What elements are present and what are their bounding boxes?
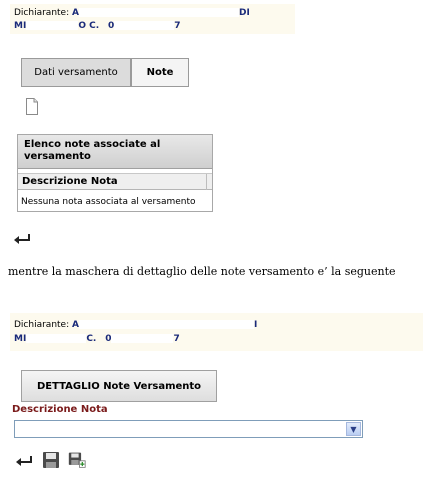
- declarant-panel: [10, 4, 295, 34]
- declarant-line2-d: 7: [174, 21, 181, 31]
- document-icon[interactable]: [26, 98, 38, 115]
- return-icon[interactable]: [14, 454, 34, 468]
- tab-note[interactable]: Note: [131, 58, 189, 87]
- declarant-label: Dichiarante:: [14, 320, 70, 330]
- declarant-line2-b: O C.: [78, 21, 100, 31]
- notes-grid: [17, 134, 213, 212]
- declarant-line2-b: C.: [86, 334, 97, 344]
- descrizione-nota-select[interactable]: [14, 420, 363, 438]
- save-icon[interactable]: [42, 451, 60, 469]
- declarant-name-start: A: [72, 320, 79, 330]
- save-new-icon[interactable]: [68, 451, 86, 469]
- column-header-descrizione[interactable]: [18, 173, 212, 190]
- column-resize-handle[interactable]: [206, 174, 210, 190]
- tab-dati-versamento[interactable]: Dati versamento: [21, 58, 131, 87]
- descrizione-nota-label: Descrizione Nota: [12, 404, 108, 415]
- declarant-panel-2: [10, 313, 423, 351]
- grid-title: Elenco note associate al versamento: [18, 135, 212, 169]
- declarant-line2-d: 7: [173, 334, 180, 344]
- return-icon[interactable]: [12, 232, 32, 246]
- empty-row: Nessuna nota associata al versamento: [21, 197, 196, 207]
- declarant-line2-a: MI: [14, 21, 27, 31]
- declarant-name-end: DI: [238, 8, 250, 18]
- declarant-line2-c: 0: [105, 334, 112, 344]
- declarant-label: Dichiarante:: [14, 8, 70, 18]
- declarant-line2-c: 0: [108, 21, 115, 31]
- declarant-line2-a: MI: [14, 334, 27, 344]
- column-header-label: Descrizione Nota: [22, 176, 118, 187]
- declarant-name-start: A: [72, 8, 79, 18]
- detail-title: DETTAGLIO Note Versamento: [21, 370, 217, 402]
- chevron-down-icon[interactable]: ▼: [346, 422, 361, 436]
- declarant-name-end: I: [253, 320, 258, 330]
- body-text: mentre la maschera di dettaglio delle note versamento e’ la seguente: [8, 265, 396, 278]
